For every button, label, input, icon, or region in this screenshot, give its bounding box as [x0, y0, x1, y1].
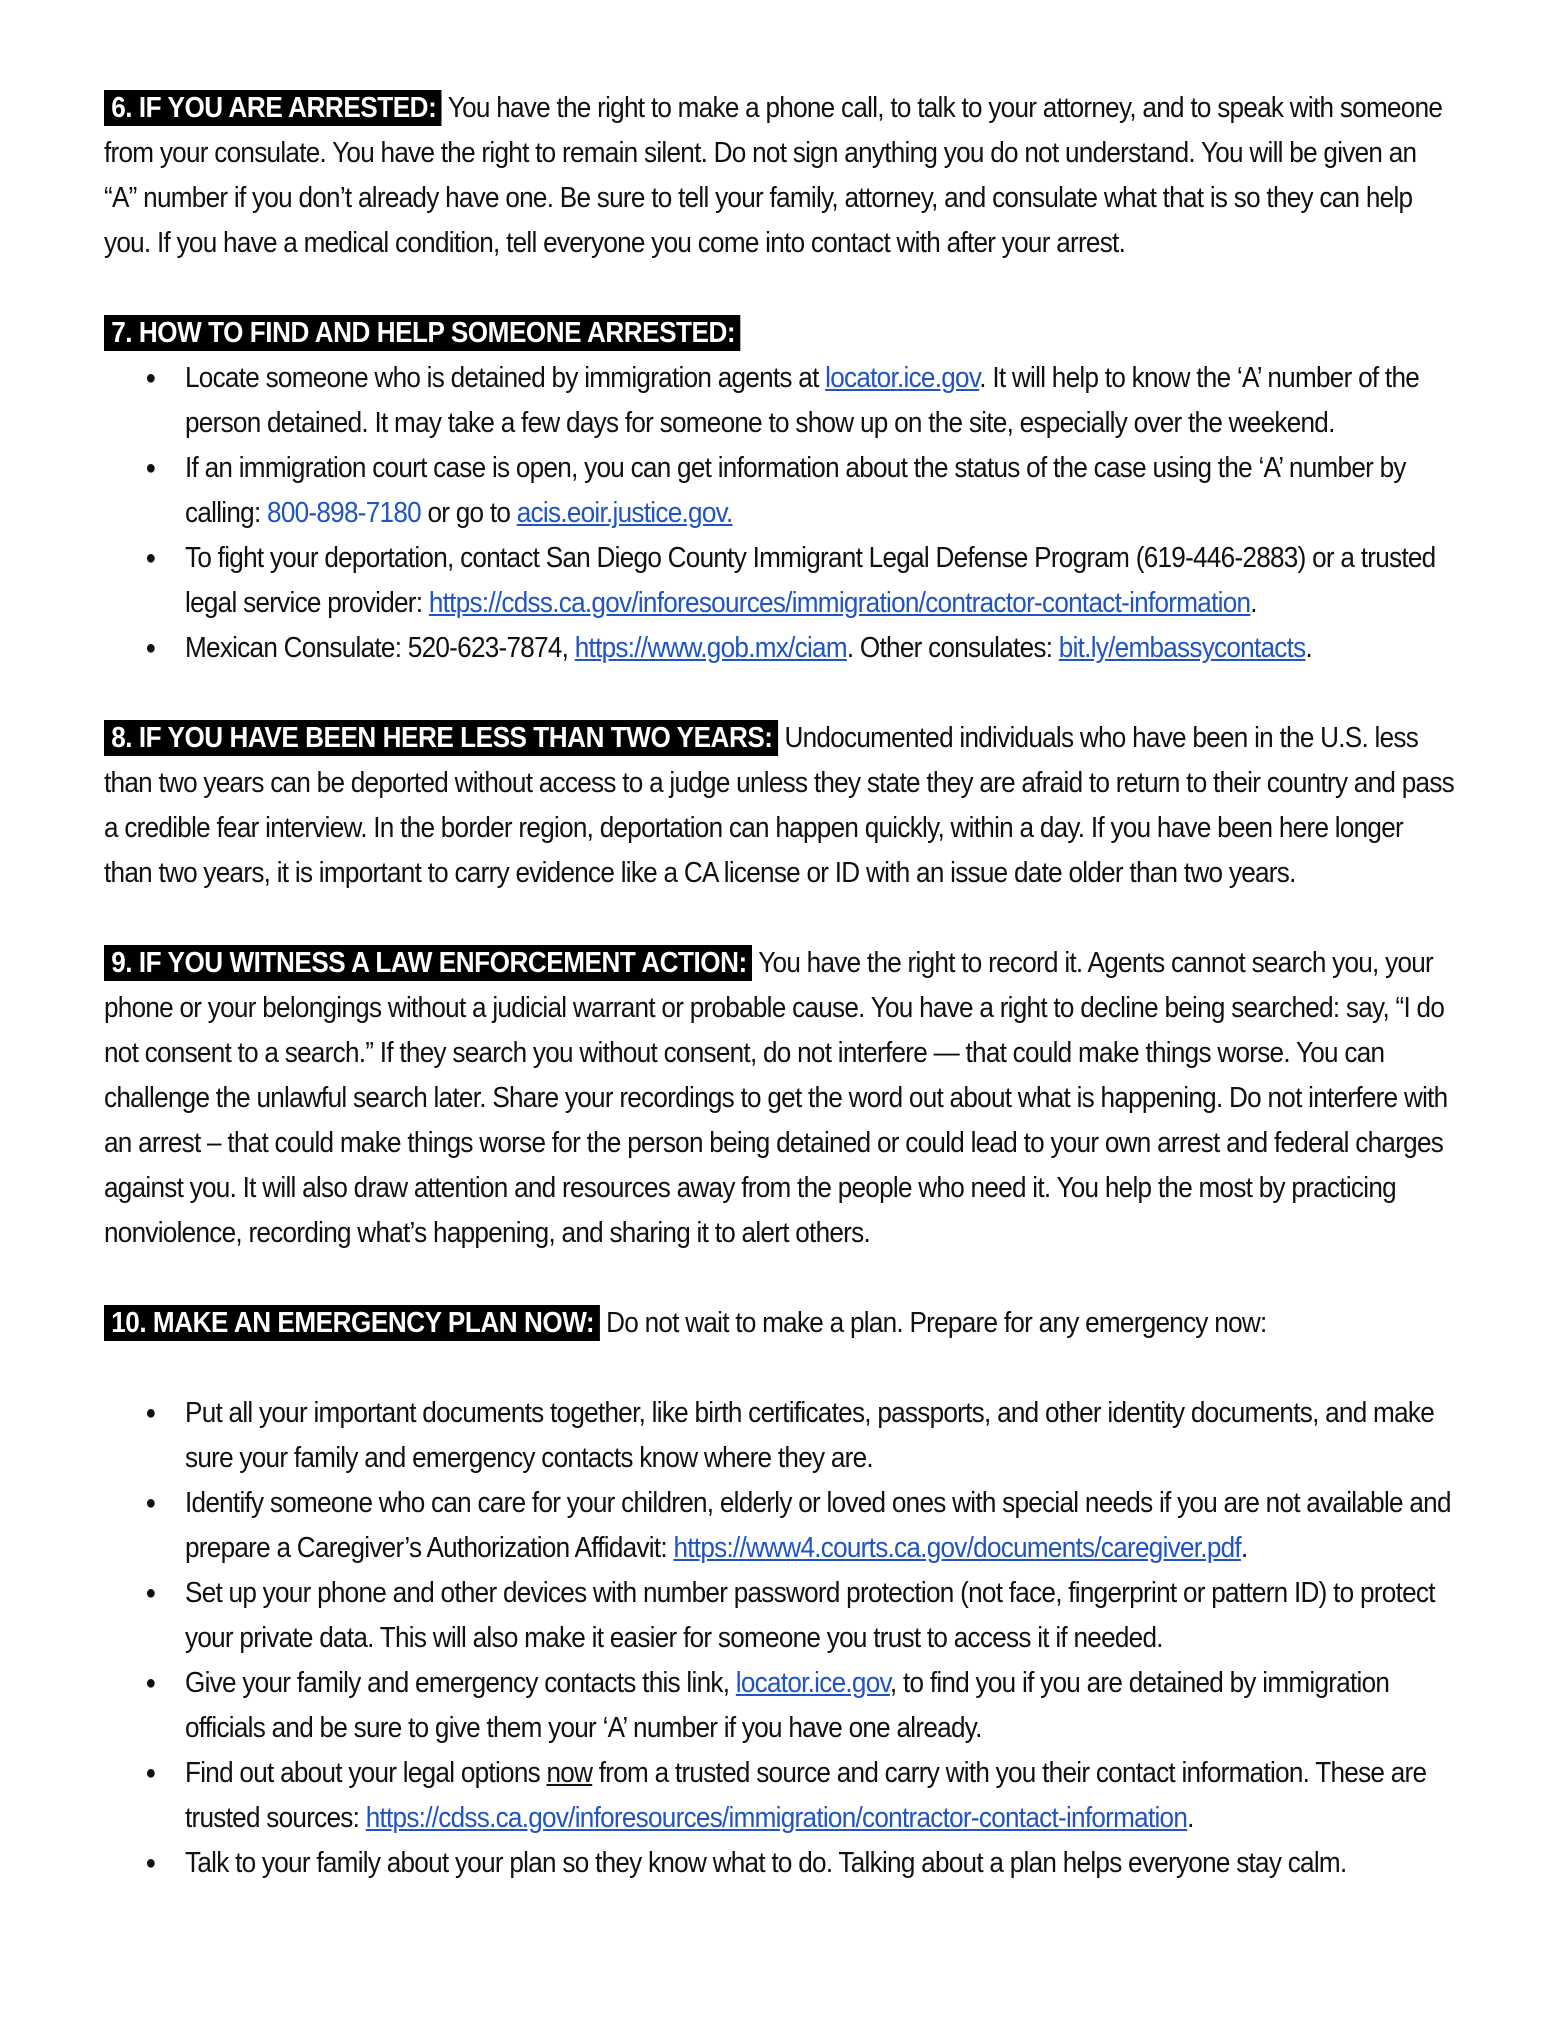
- bullet-text: . It will help to know the ‘A’ number of the person detained. It may take a few days for someone to show up on the site, especially over the weekend.: [185, 362, 1420, 439]
- list-item: [185, 1661, 1454, 1751]
- bullet-text: Mexican Consulate: 520-623-7874,: [185, 632, 575, 664]
- locator-link[interactable]: locator.ice.gov: [825, 362, 980, 394]
- bullet-text: .: [1187, 1802, 1194, 1834]
- list-item: [185, 626, 1454, 671]
- section-less-than-two-years: [104, 716, 1454, 896]
- acis-link[interactable]: acis.eoir.justice.gov.: [516, 497, 733, 529]
- bullet-text: To fight your deportation, contact San Diego County Immigrant Legal Defense Program (619-446-2883) or a trusted legal service provider:: [185, 542, 1436, 619]
- list-item: [185, 446, 1454, 536]
- cdss-link[interactable]: https://cdss.ca.gov/inforesources/immigration/contractor-contact-information: [428, 587, 1251, 619]
- bullet-text: If an immigration court case is open, you can get information about the status of the case using the ‘A’ number by calling:: [185, 452, 1406, 529]
- phone-number[interactable]: 800-898-7180: [267, 497, 421, 529]
- section-intro: Do not wait to make a plan. Prepare for any emergency now:: [606, 1307, 1267, 1339]
- bullet-text: or go to: [420, 497, 517, 529]
- section-emergency-plan: [104, 1301, 1454, 1886]
- bullet-text: .: [1240, 1532, 1248, 1564]
- bullet-text: , to find you if you are detained by immigration officials and be sure to give them your ‘A’ number if you have one already.: [185, 1667, 1390, 1744]
- section-body: You have the right to make a phone call, to talk to your attorney, and to speak with someone from your consulate. You have the right to remain silent. Do not sign anything you do not understand. You will be given an “A” number if you don’t already have one. Be sure to tell your family, attorney, and consulate what that is so they can help you. If you have a medical condition, tell everyone you come into contact with after your arrest.: [104, 92, 1443, 259]
- document-page: [104, 86, 1454, 1886]
- list-item: ● Put all your important documents together, like birth certificates, passports, and other identity documents, and make sure your family and emergency contacts know where they are.: [185, 1391, 1454, 1481]
- bullet-text: .: [1250, 587, 1257, 619]
- list-item: ● Set up your phone and other devices with number password protection (not face, fingerprint or pattern ID) to protect your private data. This will also make it easier for someone you trust to access it if needed.: [185, 1571, 1454, 1661]
- section-heading: 8. IF YOU HAVE BEEN HERE LESS THAN TWO YEARS:: [104, 720, 778, 756]
- bullet-list: [104, 1391, 1454, 1886]
- bullet-list: [104, 356, 1454, 671]
- section-heading: 9. IF YOU WITNESS A LAW ENFORCEMENT ACTION:: [104, 945, 752, 981]
- list-item: [185, 356, 1454, 446]
- gob-mx-link[interactable]: https://www.gob.mx/ciam: [574, 632, 847, 664]
- section-find-someone-arrested: [104, 311, 1454, 671]
- bullet-text: from a trusted source and carry with you their contact information. These are trusted sources:: [185, 1757, 1427, 1834]
- embassy-contacts-link[interactable]: bit.ly/embassycontacts: [1058, 632, 1306, 664]
- caregiver-pdf-link[interactable]: https://www4.courts.ca.gov/documents/caregiver.pdf: [673, 1532, 1241, 1564]
- list-item: [185, 1751, 1454, 1841]
- list-item: [185, 1481, 1454, 1571]
- section-heading: 7. HOW TO FIND AND HELP SOMEONE ARRESTED:: [104, 315, 741, 351]
- emphasis-now: now: [546, 1757, 593, 1789]
- section-body: You have the right to record it. Agents cannot search you, your phone or your belongings without a judicial warrant or probable cause. You have a right to decline being searched: say, “I do not consent to a search.” If they search you without consent, do not interfere — that could make things worse. You can challenge the unlawful search later. Share your recordings to get the word out about what is happening. Do not interfere with an arrest – that could make things worse for the person being detained or could lead to your own arrest and federal charges against you. It will also draw attention and resources away from the people who need it. You help the most by practicing nonviolence, recording what’s happening, and sharing it to alert others.: [104, 947, 1448, 1249]
- section-body: Undocumented individuals who have been in the U.S. less than two years can be deported without access to a judge unless they state they are afraid to return to their country and pass a credible fear interview. In the border region, deportation can happen quickly, within a day. If you have been here longer than two years, it is important to carry evidence like a CA license or ID with an issue date older than two years.: [104, 722, 1454, 889]
- locator-link[interactable]: locator.ice.gov: [735, 1667, 890, 1699]
- section-if-arrested: [104, 86, 1454, 266]
- section-heading: 6. IF YOU ARE ARRESTED:: [104, 90, 442, 126]
- section-witness-enforcement: [104, 941, 1454, 1256]
- section-heading: 10. MAKE AN EMERGENCY PLAN NOW:: [104, 1305, 600, 1341]
- bullet-text: Find out about your legal options: [185, 1757, 547, 1789]
- bullet-text: .: [1305, 632, 1313, 664]
- bullet-text: Give your family and emergency contacts this link,: [185, 1667, 736, 1699]
- bullet-text: . Other consulates:: [846, 632, 1059, 664]
- bullet-text: Identify someone who can care for your children, elderly or loved ones with special needs if you are not available and prepare a Caregiver’s Authorization Affidavit:: [185, 1487, 1451, 1564]
- list-item: ● Talk to your family about your plan so they know what to do. Talking about a plan helps everyone stay calm.: [185, 1841, 1454, 1886]
- cdss-link[interactable]: https://cdss.ca.gov/inforesources/immigration/contractor-contact-information: [365, 1802, 1188, 1834]
- bullet-text: Locate someone who is detained by immigration agents at: [185, 362, 826, 394]
- list-item: [185, 536, 1454, 626]
